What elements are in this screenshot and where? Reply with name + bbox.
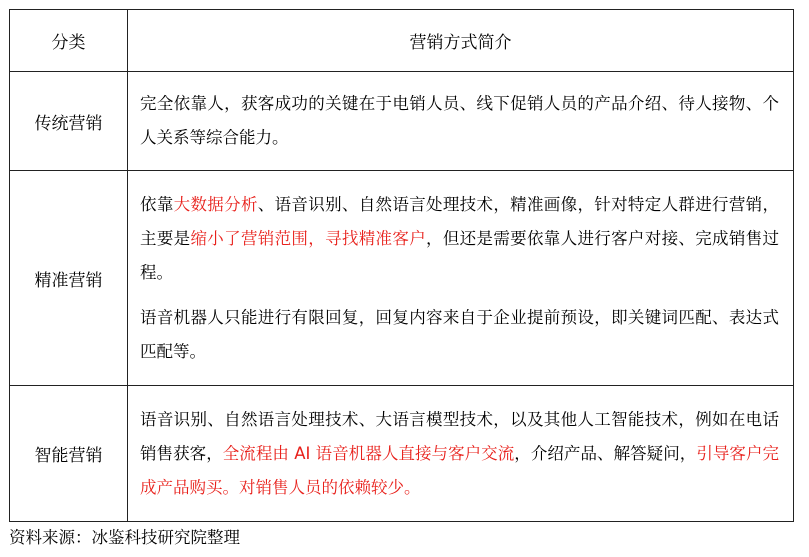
header-category: 分类	[10, 10, 128, 72]
highlighted-text: 大数据分析	[173, 194, 258, 214]
highlighted-text: 缩小了营销范围，寻找精准客户	[190, 228, 427, 248]
description-text: ，但还是需要依靠人进行客户对接、完成销售过程。	[140, 228, 780, 282]
description-text: 语音识别、自然语言处理技术、大语言模型技术，以及其他人工智能技术，例如在电话销售获客，	[140, 409, 779, 463]
category-cell: 智能营销	[10, 386, 128, 522]
highlighted-text: 引导客户完成产品购买。对销售人员的依赖较少。	[140, 443, 780, 497]
description-paragraph	[140, 301, 779, 369]
table-header-row	[10, 10, 794, 72]
description-paragraph	[140, 87, 779, 155]
category-cell: 传统营销	[10, 72, 128, 171]
table-row	[10, 171, 794, 386]
description-text: 、语音识别、自然语言处理技术，精准画像，针对特定人群进行营销，主要是	[140, 194, 780, 248]
header-description: 营销方式简介	[128, 10, 794, 72]
table-row	[10, 386, 794, 522]
description-paragraph	[140, 403, 779, 505]
table-row	[10, 72, 794, 171]
source-note: 资料来源：冰鉴科技研究院整理	[9, 528, 240, 547]
description-text: 依靠	[140, 194, 174, 214]
description-cell	[128, 386, 794, 522]
description-cell	[128, 72, 794, 171]
highlighted-text: 全流程由 AI 语音机器人直接与客户交流	[222, 443, 515, 463]
description-text: 语音机器人只能进行有限回复，回复内容来自于企业提前预设，即关键词匹配、表达式匹配等。	[140, 307, 779, 361]
description-text: 完全依靠人，获客成功的关键在于电销人员、线下促销人员的产品介绍、待人接物、个人关系等综合能力。	[140, 94, 779, 147]
description-paragraph	[140, 188, 779, 290]
marketing-comparison-table	[9, 9, 794, 522]
description-cell	[128, 171, 794, 386]
category-cell: 精准营销	[10, 171, 128, 386]
description-text: ，介绍产品、解答疑问，	[514, 443, 697, 463]
